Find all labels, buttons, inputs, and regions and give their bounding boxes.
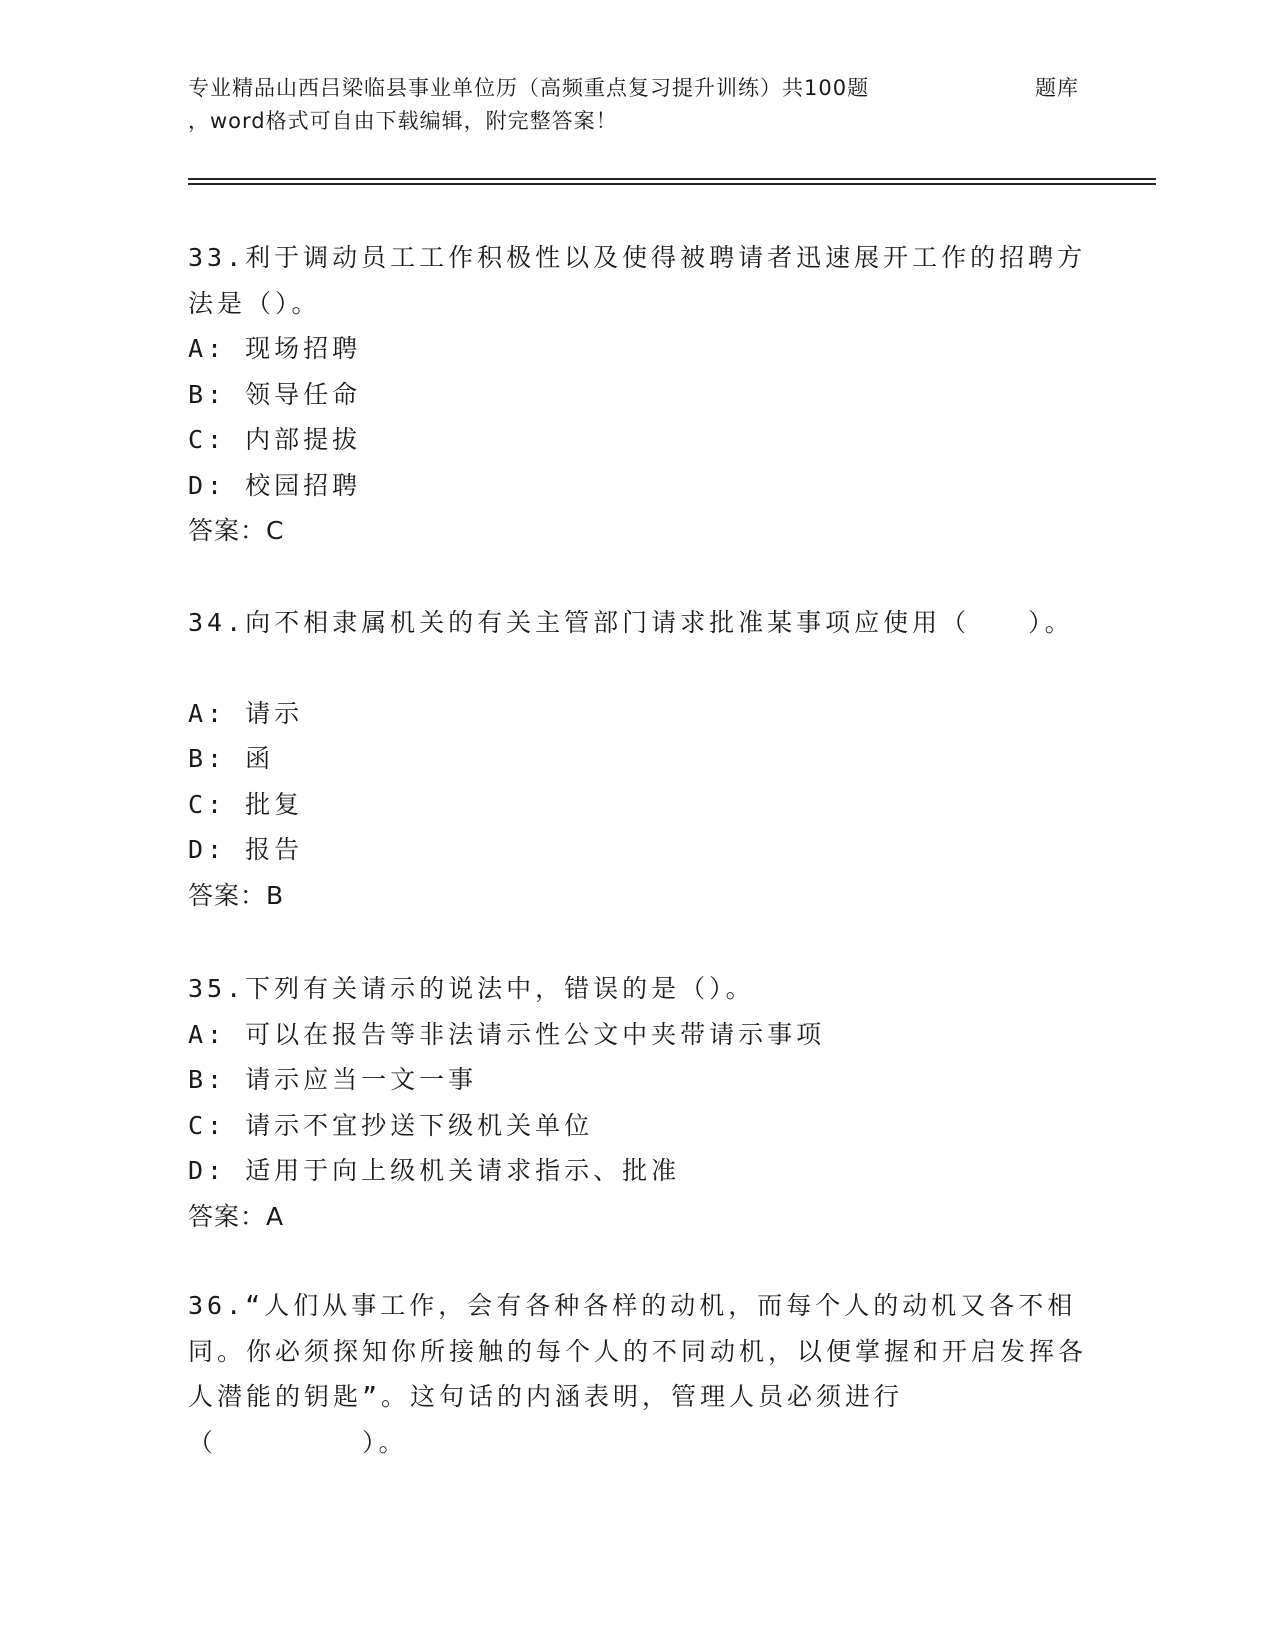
question-34: [188, 600, 1088, 918]
header-title-text: 专业精品山西吕梁临县事业单位历（高频重点复习提升训练）共100题: [188, 76, 870, 100]
option-c: C: 内部提拔: [188, 425, 362, 454]
question-stem: 35.下列有关请示的说法中，错误的是（）。: [188, 974, 755, 1003]
header-title-line-2: ，word格式可自由下载编辑，附完整答案！: [188, 109, 618, 133]
option-b: B: 函: [188, 744, 275, 773]
question-stem: 34.向不相隶属机关的有关主管部门请求批准某事项应使用（ ）。: [188, 608, 1074, 637]
answer: 答案：B: [188, 880, 285, 910]
question-36: [188, 1283, 1088, 1465]
question-stem: 33.利于调动员工工作积极性以及使得被聘请者迅速展开工作的招聘方法是（）。: [188, 243, 1087, 318]
question-35: [188, 966, 1088, 1239]
option-d: D: 校园招聘: [188, 470, 362, 500]
answer: 答案：A: [188, 1201, 285, 1231]
document-header: [188, 72, 1088, 138]
header-title-line-1: [188, 72, 1088, 105]
question-stem: 36.“人们从事工作，会有各种各样的动机，而每个人的动机又各不相同。你必须探知你所接触的每个人的不同动机，以便掌握和开启发挥各人潜能的钥匙”。这句话的内涵表明，管理人员必须进行（ ）。: [188, 1291, 1088, 1457]
option-d: D: 适用于向上级机关请求指示、批准: [188, 1156, 681, 1185]
option-b: B: 请示应当一文一事: [188, 1065, 478, 1094]
header-divider-bottom: [188, 183, 1156, 185]
header-divider-top: [188, 178, 1156, 180]
blank-spacer: [188, 646, 1088, 691]
option-a: A: 现场招聘: [188, 334, 362, 363]
option-d: D: 报告: [188, 835, 304, 864]
option-b: B: 领导任命: [188, 379, 362, 409]
question-33: [188, 235, 1088, 554]
option-a: A: 可以在报告等非法请示性公文中夹带请示事项: [188, 1019, 826, 1049]
option-c: C: 请示不宜抄送下级机关单位: [188, 1110, 594, 1140]
header-tag: 题库: [1035, 76, 1079, 100]
option-a: A: 请示: [188, 698, 304, 728]
option-c: C: 批复: [188, 789, 304, 819]
answer: 答案：C: [188, 516, 285, 545]
